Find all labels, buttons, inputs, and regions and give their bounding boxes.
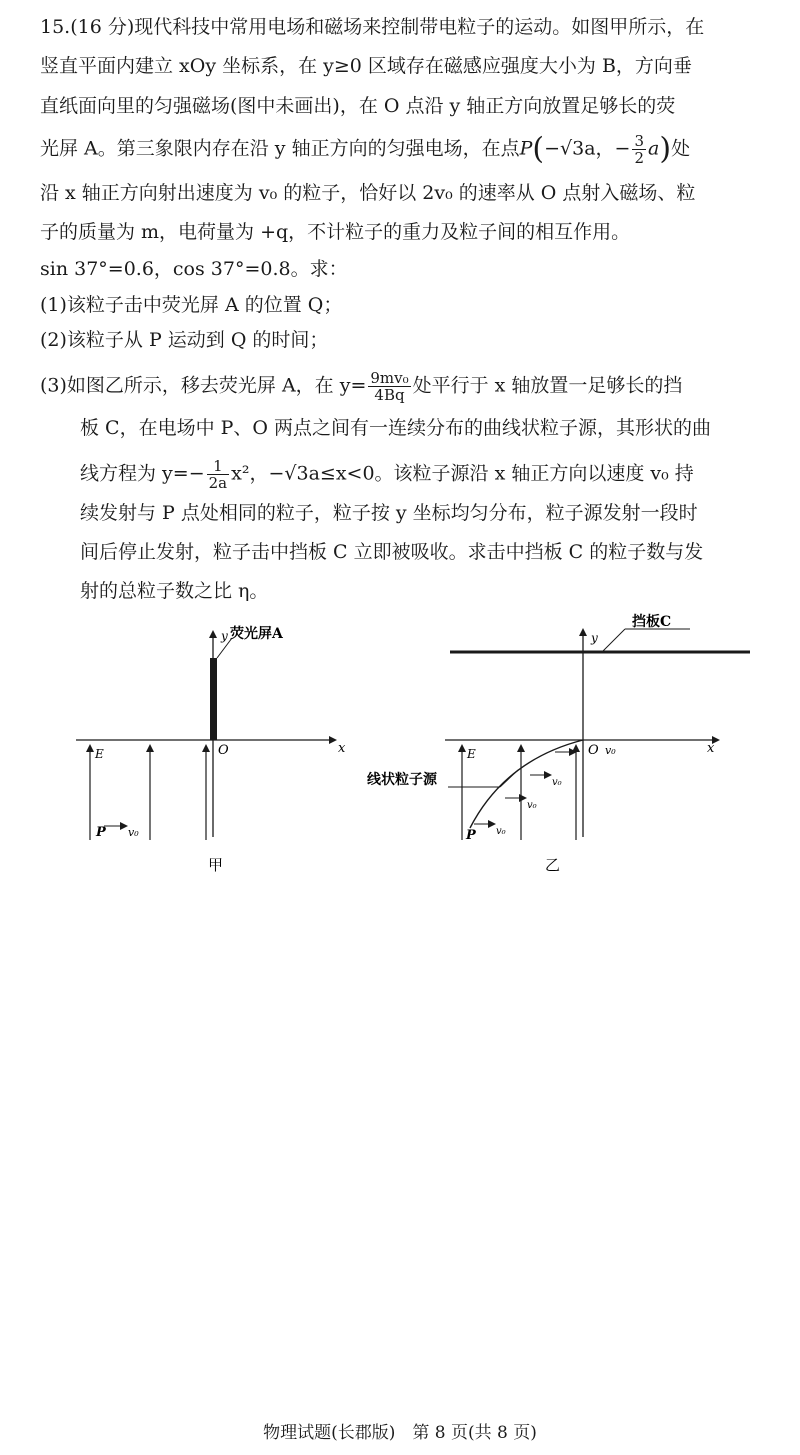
fraction-3-2: $\frac{3}{2}$: [634, 132, 645, 167]
figures: [0, 612, 800, 892]
source-leader-line: [500, 770, 518, 787]
question-line-5: 沿 x 轴正方向射出速度为 v₀ 的粒子，恰好以 2v₀ 的速率从 O 点射入磁场、粒: [40, 182, 696, 204]
source-label: 线状粒子源: [367, 772, 437, 788]
plate-label: 挡板C: [632, 614, 672, 630]
fluorescent-screen: [210, 658, 217, 740]
origin-label: O: [588, 743, 599, 758]
part-1: (1)该粒子击中荧光屏 A 的位置 Q；: [40, 294, 343, 316]
screen-label: 荧光屏A: [230, 626, 283, 642]
x-axis-label: x: [707, 741, 715, 756]
part-3-line-6: 射的总粒子数之比 η。: [80, 580, 269, 602]
point-p-label: P: [96, 825, 106, 840]
x-axis-label: x: [338, 741, 346, 756]
velocity-label: v₀: [128, 826, 139, 839]
fraction-1-2a: $\frac{1}{2a}$: [208, 457, 228, 492]
figure-yi: [367, 613, 750, 874]
particle-source-curve: [470, 740, 583, 828]
y-axis-label: y: [221, 629, 228, 643]
point-p-label: P: [466, 828, 476, 843]
y-axis-label: y: [591, 631, 598, 645]
part-3-line-5: 间后停止发射，粒子击中挡板 C 立即被吸收。求击中挡板 C 的粒子数与发: [80, 541, 704, 563]
figure-caption-yi: 乙: [545, 856, 561, 874]
velocity-label: v₀: [527, 800, 537, 811]
field-label: E: [95, 747, 104, 761]
velocity-label: v₀: [552, 777, 562, 788]
part-3-line-1: (3)如图乙所示，移去荧光屏 A，在 y= $\frac{\text{9mv₀}}{4Bq}$ 处平行于 x 轴放置一足够长的挡: [40, 369, 683, 404]
plate-leader-line: [602, 629, 625, 652]
question-line-4: 光屏 A。第三象限内存在沿 y 轴正方向的匀强电场，在点P(−√3a，− $\frac{3}{2}$ a)处: [40, 131, 691, 167]
figure-caption-jia: 甲: [208, 856, 224, 874]
question-number: 15.: [40, 16, 71, 38]
field-label: E: [467, 747, 476, 761]
figure-jia: [76, 625, 346, 874]
origin-label: O: [218, 743, 229, 758]
question-line-6: 子的质量为 m，电荷量为 +q，不计粒子的重力及粒子间的相互作用。: [40, 221, 631, 243]
question-line-7: sin 37°=0.6，cos 37°=0.8。求：: [40, 258, 348, 280]
question-line-3: 直纸面向里的匀强磁场(图中未画出)，在 O 点沿 y 轴正方向放置足够长的荧: [40, 95, 676, 117]
part-3-line-4: 续发射与 P 点处相同的粒子，粒子按 y 坐标均匀分布，粒子源发射一段时: [80, 502, 698, 524]
fraction-9mv0-4Bq: $\frac{\text{9mv₀}}{4Bq}$: [370, 369, 409, 404]
origin-velocity-label: v₀: [605, 744, 616, 757]
part-3-line-2: 板 C，在电场中 P、O 两点之间有一连续分布的曲线状粒子源，其形状的曲: [80, 417, 712, 439]
question-line-1: 15.(16 分)现代科技中常用电场和磁场来控制带电粒子的运动。如图甲所示，在: [40, 16, 705, 38]
velocity-label: v₀: [496, 826, 506, 837]
part-3-line-3: 线方程为 y=− $\frac{1}{2a}$ x²，−√3a≤x<0。该粒子源沿 x 轴正方向以速度 v₀ 持: [80, 457, 694, 492]
part-2: (2)该粒子从 P 运动到 Q 的时间；: [40, 329, 329, 351]
page-footer: 物理试题(长郡版) 第 8 页(共 8 页): [263, 1423, 537, 1443]
question-score: (16 分): [70, 16, 135, 38]
question-line-2: 竖直平面内建立 xOy 坐标系，在 y≥0 区域存在磁感应强度大小为 B，方向垂: [40, 55, 692, 77]
